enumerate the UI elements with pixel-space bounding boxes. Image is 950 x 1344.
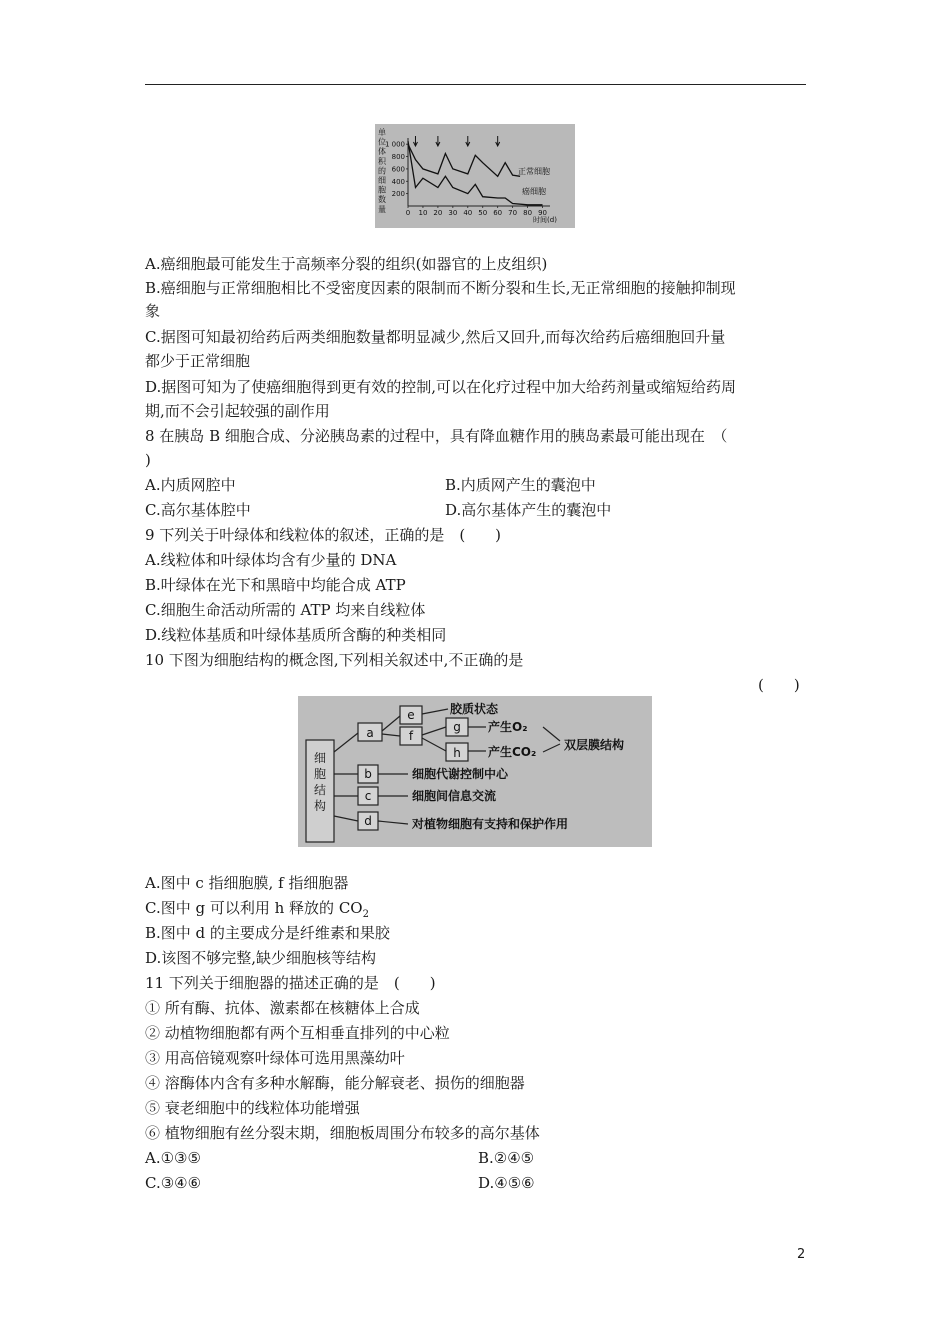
q10-answer-paren: ( ) <box>758 676 800 694</box>
label-b: b <box>364 767 372 781</box>
q11-item-2: ② 动植物细胞都有两个互相垂直排列的中心粒 <box>145 1024 450 1042</box>
y-tick-label: 400 <box>391 177 405 186</box>
root-char-2: 胞 <box>313 767 327 781</box>
b-description: 细胞代谢控制中心 <box>412 767 509 781</box>
x-tick-label: 60 <box>493 209 503 217</box>
root-char-1: 细 <box>313 751 327 765</box>
q7-option-a: A.癌细胞最可能发生于高频率分裂的组织(如器官的上皮组织) <box>145 255 548 273</box>
x-axis-label: 时间(d) <box>533 216 557 224</box>
x-tick-label: 80 <box>523 209 533 217</box>
y-tick-label: 800 <box>391 153 405 162</box>
c-description: 细胞间信息交流 <box>412 789 497 803</box>
q11-option-d: D.④⑤⑥ <box>478 1174 535 1192</box>
q10-option-b: B.图中 d 的主要成分是纤维素和果胶 <box>145 924 390 942</box>
label-a: a <box>366 726 374 740</box>
root-char-3: 结 <box>313 783 327 797</box>
x-tick-label: 90 <box>538 209 547 217</box>
q10-option-a: A.图中 c 指细胞膜, f 指细胞器 <box>145 874 349 892</box>
y-label-char: 数 <box>378 195 386 205</box>
q11-option-b: B.②④⑤ <box>478 1149 535 1167</box>
q9-option-c: C.细胞生命活动所需的 ATP 均来自线粒体 <box>145 601 426 619</box>
page-number: 2 <box>797 1247 806 1262</box>
q11-item-3: ③ 用高倍镜观察叶绿体可选用黑藻幼叶 <box>145 1049 405 1067</box>
y-tick-label: 1 000 <box>384 140 405 149</box>
q7-option-c-cont: 都少于正常细胞 <box>145 352 251 370</box>
q11-item-4: ④ 溶酶体内含有多种水解酶，能分解衰老、损伤的细胞器 <box>145 1074 525 1092</box>
q9-stem: 9 下列关于叶绿体和线粒体的叙述，正确的是 ( ) <box>145 526 502 544</box>
q8-stem-cont: ) <box>145 451 151 469</box>
y-tick-label: 600 <box>391 165 405 174</box>
x-tick-label: 10 <box>418 209 428 217</box>
q8-option-d: D.高尔基体产生的囊泡中 <box>445 501 612 519</box>
g-description: 产生O₂ <box>488 720 528 734</box>
y-label-char: 体 <box>378 147 386 157</box>
q9-option-d: D.线粒体基质和叶绿体基质所含酶的种类相同 <box>145 626 447 644</box>
label-h: h <box>453 746 461 760</box>
q7-option-d: D.据图可知为了使癌细胞得到更有效的控制,可以在化疗过程中加大给药剂量或缩短给药周 <box>145 378 737 396</box>
legend-normal-cells: 正常细胞 <box>518 167 550 176</box>
q10-option-d: D.该图不够完整,缺少细胞核等结构 <box>145 949 377 967</box>
d-description: 对植物细胞有支持和保护作用 <box>412 817 569 831</box>
y-label-char: 积 <box>378 156 386 166</box>
double-membrane-label: 双层膜结构 <box>564 738 625 752</box>
q8-option-a: A.内质网腔中 <box>145 476 236 494</box>
y-tick-label: 200 <box>391 190 405 199</box>
q8-option-c: C.高尔基体腔中 <box>145 501 251 519</box>
x-tick-label: 30 <box>448 209 458 217</box>
label-g: g <box>453 720 461 734</box>
q8-stem: 8 在胰岛 B 细胞合成、分泌胰岛素的过程中，具有降血糖作用的胰岛素最可能出现在 （ <box>145 427 728 445</box>
y-label-char: 位 <box>378 137 386 147</box>
q9-option-a: A.线粒体和叶绿体均含有少量的 DNA <box>145 551 397 569</box>
x-tick-label: 0 <box>405 209 411 217</box>
q9-option-b: B.叶绿体在光下和黑暗中均能合成 ATP <box>145 576 406 594</box>
y-label-char: 细 <box>378 176 386 185</box>
cell-count-chart <box>375 124 575 228</box>
q11-item-6: ⑥ 植物细胞有丝分裂末期，细胞板周围分布较多的高尔基体 <box>145 1124 540 1142</box>
q10-option-c: C.图中 g 可以利用 h 释放的 $CO_2$ <box>145 899 369 920</box>
x-tick-label: 40 <box>463 209 473 217</box>
q7-option-d-cont: 期,而不会引起较强的副作用 <box>145 402 330 420</box>
y-label-char: 胞 <box>378 185 386 195</box>
label-e: e <box>407 708 415 722</box>
label-d: d <box>364 814 372 828</box>
label-f: f <box>408 729 414 743</box>
e-description: 胶质状态 <box>450 702 499 716</box>
q8-option-b: B.内质网产生的囊泡中 <box>445 476 596 494</box>
q11-stem: 11 下列关于细胞器的描述正确的是 ( ) <box>145 974 436 992</box>
root-char-4: 构 <box>313 799 327 813</box>
q11-option-a: A.①③⑤ <box>145 1149 201 1167</box>
q7-option-b: B.癌细胞与正常细胞相比不受密度因素的限制而不断分裂和生长,无正常细胞的接触抑制现 <box>145 279 736 297</box>
q7-option-b-cont: 象 <box>145 302 161 320</box>
label-c: c <box>364 789 372 803</box>
legend-cancer-cells: 癌细胞 <box>522 187 546 196</box>
header-rule <box>145 84 806 85</box>
h-description: 产生CO₂ <box>488 745 537 759</box>
y-label-char: 量 <box>378 204 386 214</box>
y-label-char: 的 <box>378 166 386 176</box>
q7-option-c: C.据图可知最初给药后两类细胞数量都明显减少,然后又回升,而每次给药后癌细胞回升量 <box>145 328 726 346</box>
x-tick-label: 20 <box>433 209 443 217</box>
q11-option-c: C.③④⑥ <box>145 1174 202 1192</box>
y-label-char: 单 <box>378 128 386 137</box>
x-tick-label: 70 <box>508 209 518 217</box>
q10-stem: 10 下图为细胞结构的概念图,下列相关叙述中,不正确的是 <box>145 651 524 669</box>
q11-item-5: ⑤ 衰老细胞中的线粒体功能增强 <box>145 1099 360 1117</box>
x-tick-label: 50 <box>478 209 488 217</box>
q11-item-1: ① 所有酶、抗体、激素都在核糖体上合成 <box>145 999 420 1017</box>
cell-structure-concept-diagram <box>298 696 652 847</box>
